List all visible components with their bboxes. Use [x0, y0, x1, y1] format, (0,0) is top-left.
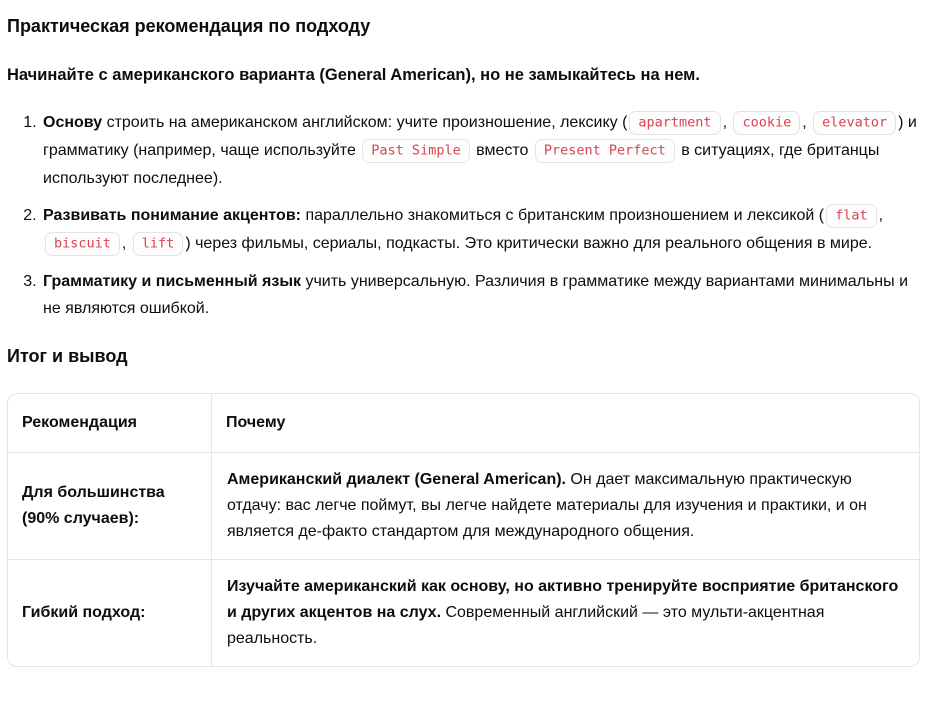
bold-text: Американский диалект (General American). [227, 471, 566, 489]
bold-text: Грамматику и письменный язык [43, 272, 301, 290]
inline-code-chip: lift [133, 232, 184, 256]
inline-code-chip: Past Simple [362, 139, 469, 163]
recommendations-list [7, 109, 920, 322]
inline-code-chip: Present Perfect [535, 139, 675, 163]
list-item-basis: 1. Основу строить на американском английском: учите произношение, лексику ( apartment , cookie , elevator ) и грамматику (например, чаще используйте Past Simple вместо Present Perfect в ситуациях, где британцы используют последнее). [41, 109, 920, 192]
table-cell-why: Изучайте американский как основу, но активно тренируйте восприятие британского и других акцентов на слух. Современный английский — это мульти-акцентная реальность. [227, 578, 899, 648]
section-heading-approach: Практическая рекомендация по подходу [7, 16, 371, 36]
summary-table-body [8, 453, 919, 666]
summary-table-head [8, 394, 919, 453]
section-heading-summary: Итог и вывод [7, 345, 128, 366]
table-row-flexible [8, 560, 919, 666]
table-cell-recommendation: Для большинства (90% случаев): [8, 453, 212, 560]
list-item-accents: 2. Развивать понимание акцентов: параллельно знакомиться с британским произношением и лексикой ( flat , biscuit , lift ) через фильмы, сериалы, подкасты. Это критически важно для реального общения в мире. [41, 202, 920, 258]
table-cell-why: Американский диалект (General American). Он дает максимальную практическую отдачу: вас легче поймут, вы легче найдете материалы для изучения и практики, и он является де-факто стандартом для международного общения. [212, 453, 919, 560]
inline-code-chip: cookie [733, 111, 800, 135]
summary-table [7, 393, 920, 667]
table-header-recommendation: Рекомендация [8, 394, 212, 453]
table-header-why: Почему [212, 394, 919, 453]
table-cell-recommendation: Гибкий подход: [8, 560, 212, 666]
inline-code-chip: biscuit [45, 232, 120, 256]
inline-code-chip: apartment [629, 111, 720, 135]
intro-paragraph: Начинайте с американского варианта (General American), но не замыкайтесь на нем. [7, 65, 700, 84]
list-item-grammar: 3. Грамматику и письменный язык учить универсальную. Различия в грамматике между вариантами минимальны и не являются ошибкой. [41, 268, 920, 322]
table-row-majority [8, 453, 919, 560]
bold-text: Изучайте американский как основу, но активно тренируйте восприятие британского и других акцентов на слух. [227, 578, 899, 622]
document-body [0, 16, 935, 723]
table-header-row [8, 394, 919, 453]
bold-text: Основу [43, 113, 103, 131]
inline-code-chip: elevator [813, 111, 896, 135]
bold-text: Развивать понимание акцентов: [43, 206, 301, 224]
inline-code-chip: flat [826, 204, 877, 228]
